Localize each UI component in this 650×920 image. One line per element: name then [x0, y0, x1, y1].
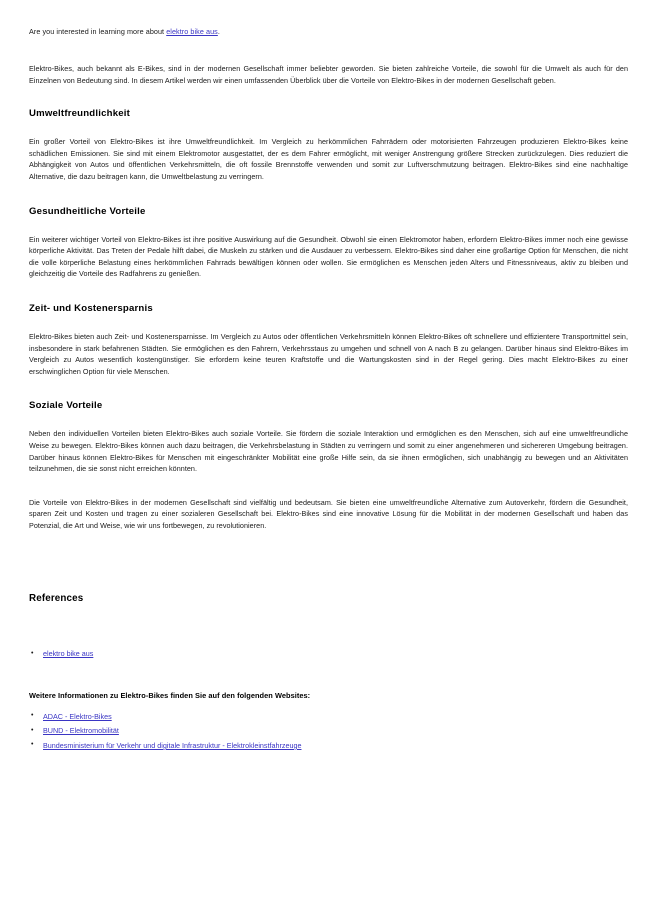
- references-heading: References: [29, 593, 84, 605]
- lead-paragraph-block: [29, 63, 628, 86]
- list-item: [29, 739, 628, 754]
- spacer: [29, 314, 628, 331]
- section-paragraph-umweltfreundlichkeit: Ein großer Vorteil von Elektro-Bikes ist ihre Umweltfreundlichkeit. Im Vergleich zu herkömmlichen Fahrrädern oder motorisierten Fahrzeugen produzieren Elektro-Bikes keine schädlichen Emissionen. Sie sind mit einem Elektromotor ausgestattet, der es dem Fahrer ermöglicht, mit weniger Anstrengung größere Strecken zurückzulegen. Dies reduziert die Abhängigkeit von Autos und öffentlichen Verkehrsmitteln, die oft fossile Brennstoffe verwenden und somit zur Luftverschmutzung beitragen. Elektro-Bikes sind eine nachhaltige Alternative, die dazu beitragen kann, die Umweltbelastung zu verringern.: [29, 137, 628, 181]
- intro-line: [29, 26, 628, 37]
- section-heading-gesundheitliche-vorteile: Gesundheitliche Vorteile: [29, 205, 146, 217]
- intro-suffix: .: [217, 27, 220, 36]
- spacer: [29, 411, 628, 428]
- section-heading-zeit-und-kostenersparnis: Zeit- und Kostenersparnis: [29, 302, 153, 314]
- spacer: [29, 217, 628, 234]
- section-paragraph-zeit-und-kostenersparnis: Elektro-Bikes bieten auch Zeit- und Kostenersparnisse. Im Vergleich zu Autos oder öffentlichen Verkehrsmitteln können Elektro-Bikes oft schnellere und effizientere Transportmittel sein, insbesondere in stark befahrenen Städten. Sie ermöglichen es den Fahrern, Verkehrsstaus zu umgehen und schnell von A nach B zu gelangen. Darüber hinaus sind Elektro-Bikes im Vergleich zu Autos wesentlich kostengünstiger. Sie erfordern keine teuren Kraftstoffe und die Wartungskosten sind in der Regel gering. Dies macht Elektro-Bikes zu einer erschwinglichen Option für viele Menschen.: [29, 331, 628, 376]
- website-link-adac[interactable]: ADAC - Elektro-Bikes: [43, 711, 112, 721]
- spacer: [29, 183, 628, 206]
- list-item: [29, 724, 628, 739]
- websites-heading: Weitere Informationen zu Elektro-Bikes finden Sie auf den folgenden Websites:: [29, 690, 311, 700]
- spacer: [29, 662, 628, 691]
- spacer: [29, 377, 628, 400]
- spacer: [29, 531, 628, 593]
- section-paragraph-gesundheitliche-vorteile: Ein weiterer wichtiger Vorteil von Elektro-Bikes ist ihre positive Auswirkung auf die Gesundheit. Obwohl sie einen Elektromotor haben, erfordern Elektro-Bikes immer noch eine gewisse körperliche Aktivität. Das Treten der Pedale hilft dabei, die Muskeln zu stärken und die Ausdauer zu verbessern. Elektro-Bikes sind daher eine großartige Option für Menschen, die nicht die volle körperliche Belastung eines herkömmlichen Fahrrads bewältigen können oder wollen. Sie ermöglichen es Menschen jeden Alters und Fitnessniveaus, aktiv zu bleiben und gleichzeitig die Vorteile des Radfahrens zu genießen.: [29, 234, 628, 279]
- list-item: [29, 647, 628, 662]
- section-heading-umweltfreundlichkeit: Umweltfreundlichkeit: [29, 108, 131, 120]
- spacer: [29, 475, 628, 497]
- lead-paragraph: Elektro-Bikes, auch bekannt als E-Bikes, sind in der modernen Gesellschaft immer beliebter geworden. Sie bieten zahlreiche Vorteile, die sowohl für die Umwelt als auch für den Einzelnen von Bedeutung sind. In diesem Artikel werden wir einen umfassenden Überblick über die Vorteile von Elektro-Bikes in der modernen Gesellschaft geben.: [29, 64, 628, 85]
- websites-list: [29, 710, 628, 754]
- references-list: [29, 647, 628, 662]
- spacer: [29, 280, 628, 303]
- spacer: [29, 604, 628, 647]
- reference-link-elektro-bike-aus[interactable]: elektro bike aus: [43, 649, 94, 659]
- list-item: [29, 710, 628, 725]
- website-link-bmvi[interactable]: Bundesministerium für Verkehr und digitale Infrastruktur - Elektrokleinstfahrzeuge: [43, 740, 302, 750]
- conclusion-paragraph: Die Vorteile von Elektro-Bikes in der modernen Gesellschaft sind vielfältig und bedeutsam. Sie bieten eine umweltfreundliche Alternative zum Autoverkehr, fördern die Gesundheit, sparen Zeit und Kosten und tragen zu einer sozialeren Gesellschaft bei. Elektro-Bikes sind eine innovative Lösung für die Mobilität in der modernen Gesellschaft und haben das Potenzial, die Art und Weise, wie wir uns fortbewegen, zu revolutionieren.: [29, 497, 628, 530]
- section-heading-soziale-vorteile: Soziale Vorteile: [29, 400, 103, 412]
- intro-prefix: Are you interested in learning more about: [29, 27, 167, 36]
- section-paragraph-soziale-vorteile: Neben den individuellen Vorteilen bieten Elektro-Bikes auch soziale Vorteile. Sie fördern die soziale Interaktion und ermöglichen es den Menschen, sich auf eine umweltfreundliche Weise zu bewegen. Elektro-Bikes können auch dazu beitragen, die Verkehrsbelastung in Städten zu verringern und somit zu einer angenehmeren und sichereren Umgebung beitragen. Darüber hinaus können Elektro-Bikes für Menschen mit eingeschränkter Mobilität eine große Hilfe sein, da sie ihnen ermöglichen, sich unabhängig zu bewegen und an Aktivitäten teilzunehmen, die sie sonst nicht erreichen könnten.: [29, 429, 628, 474]
- website-link-bund[interactable]: BUND - Elektromobilität: [43, 726, 119, 736]
- spacer: [29, 119, 628, 136]
- intro-link-elektro-bike-aus[interactable]: elektro bike aus: [166, 27, 218, 36]
